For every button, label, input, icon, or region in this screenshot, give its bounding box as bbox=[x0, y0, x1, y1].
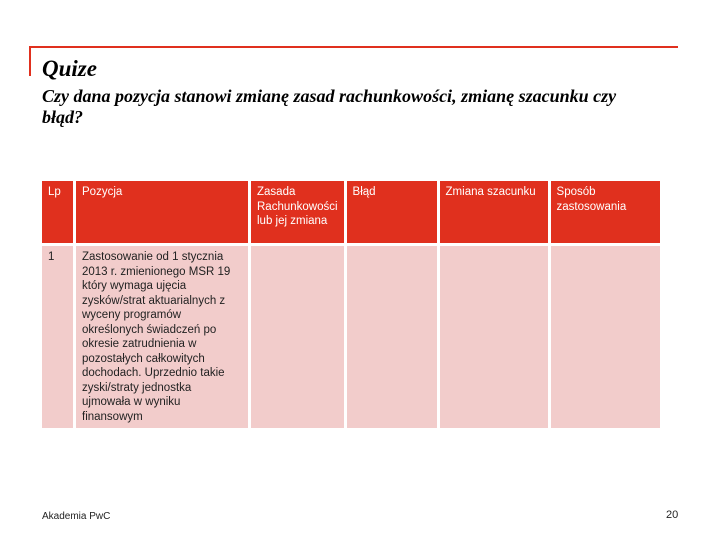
title-rule-vertical bbox=[29, 46, 31, 76]
table-header-row bbox=[42, 181, 660, 243]
slide-title: Quize bbox=[42, 56, 97, 81]
header-lp: Lp bbox=[42, 181, 73, 243]
page-number: 20 bbox=[666, 509, 679, 521]
cell-lp: 1 bbox=[42, 246, 73, 428]
header-zasada-rachunkowosci: Zasada Rachunkowości lub jej zmiana bbox=[251, 181, 344, 243]
slide-subtitle-line-2: błąd? bbox=[42, 107, 84, 127]
quiz-table bbox=[39, 178, 663, 431]
title-rule-horizontal bbox=[29, 46, 678, 48]
header-pozycja: Pozycja bbox=[76, 181, 248, 243]
table-row bbox=[42, 246, 660, 428]
cell-sposob-zastosowania bbox=[551, 246, 660, 428]
slide-subtitle-line-1: Czy dana pozycja stanowi zmianę zasad rachunkowości, zmianę szacunku czy bbox=[42, 86, 617, 106]
header-zmiana-szacunku: Zmiana szacunku bbox=[440, 181, 548, 243]
cell-zasada-rachunkowosci bbox=[251, 246, 344, 428]
cell-blad bbox=[347, 246, 437, 428]
header-blad: Błąd bbox=[347, 181, 437, 243]
slide-subtitle bbox=[42, 86, 720, 128]
header-sposob-zastosowania: Sposób zastosowania bbox=[551, 181, 660, 243]
cell-pozycja: Zastosowanie od 1 stycznia 2013 r. zmienionego MSR 19 który wymaga ujęcia zysków/strat aktuarialnych z wyceny programów określonych świadczeń po okresie zatrudnienia w pozostałych całkowitych dochodach. Uprzednio takie zyski/straty jednostka ujmowała w wyniku finansowym bbox=[76, 246, 248, 428]
cell-zmiana-szacunku bbox=[440, 246, 548, 428]
footer-brand: Akademia PwC bbox=[42, 511, 111, 522]
